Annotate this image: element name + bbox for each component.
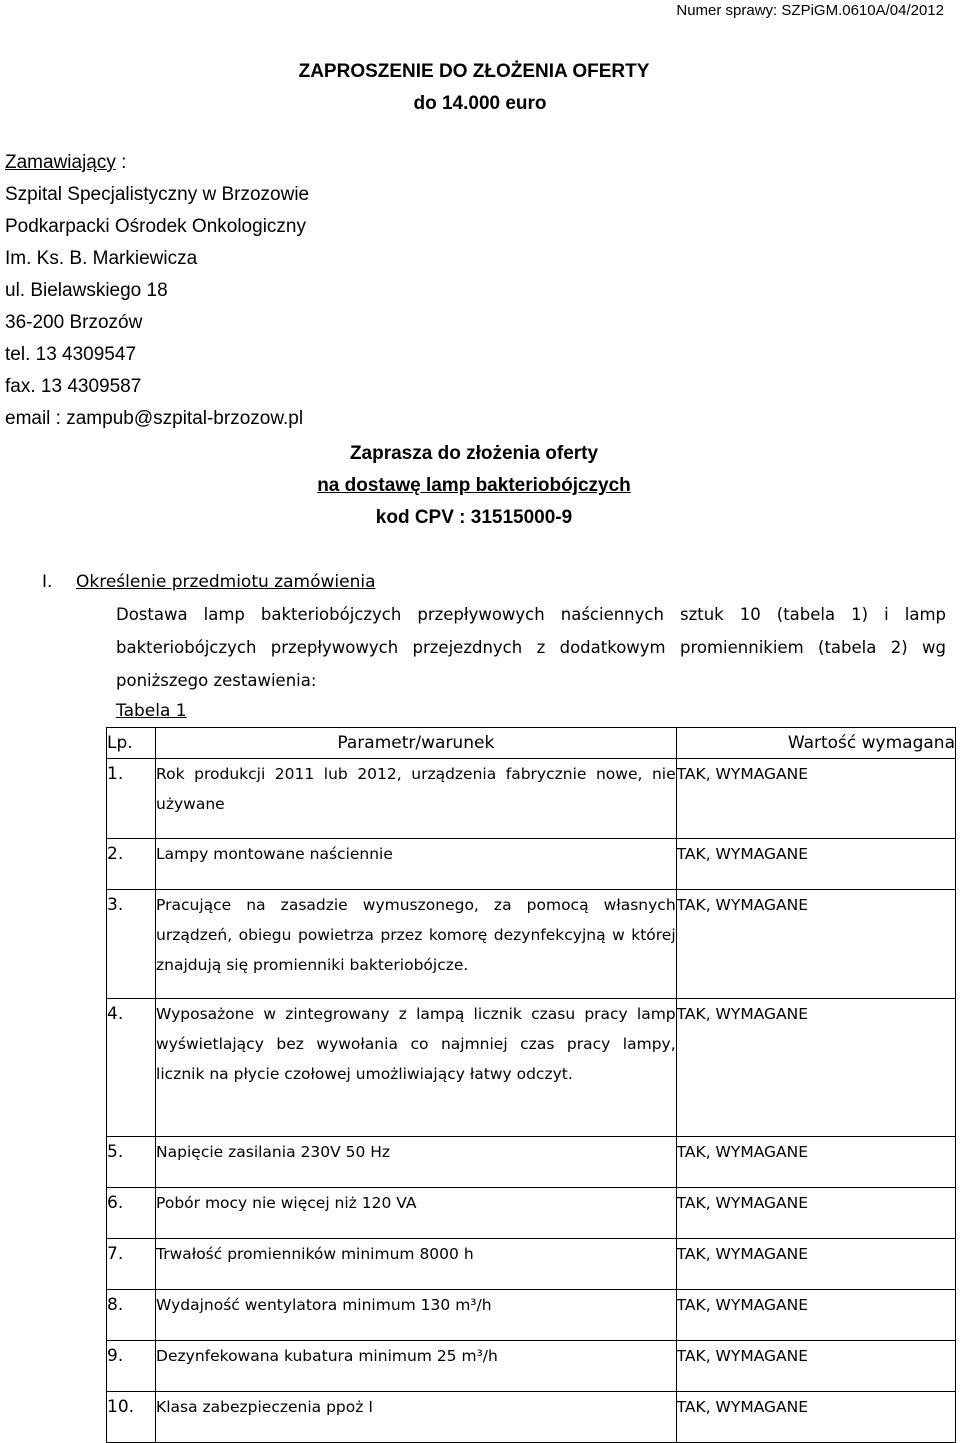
- table-row: [107, 1290, 956, 1341]
- section-heading: [42, 566, 375, 598]
- invitation-block: [0, 438, 960, 534]
- header-value: Wartość wymagana: [676, 728, 955, 759]
- row-lp: 8.: [107, 1290, 156, 1341]
- row-param: Pobór mocy nie więcej niż 120 VA: [156, 1188, 677, 1239]
- row-lp: 7.: [107, 1239, 156, 1290]
- orderer-line: fax. 13 4309587: [5, 376, 142, 397]
- orderer-line: ul. Bielawskiego 18: [5, 280, 168, 301]
- section-number: I.: [42, 572, 53, 592]
- table-row: [107, 1341, 956, 1392]
- invitation-line-2: na dostawę lamp bakteriobójczych: [317, 475, 631, 496]
- row-value: TAK, WYMAGANE: [676, 1341, 955, 1392]
- orderer-line: Im. Ks. B. Markiewicza: [5, 248, 198, 269]
- table-row: [107, 759, 956, 839]
- row-param: Dezynfekowana kubatura minimum 25 m³/h: [156, 1341, 677, 1392]
- row-param: Wydajność wentylatora minimum 130 m³/h: [156, 1290, 677, 1341]
- row-value: TAK, WYMAGANE: [676, 1239, 955, 1290]
- title-line-2: do 14.000 euro: [413, 93, 547, 114]
- row-value: TAK, WYMAGANE: [676, 1392, 955, 1443]
- header-param: Parametr/warunek: [156, 728, 677, 759]
- table-row: [107, 890, 956, 999]
- table-row: [107, 1392, 956, 1443]
- orderer-line: 36-200 Brzozów: [5, 312, 143, 333]
- row-param: Klasa zabezpieczenia ppoż I: [156, 1392, 677, 1443]
- row-value: TAK, WYMAGANE: [676, 999, 955, 1137]
- row-lp: 9.: [107, 1341, 156, 1392]
- row-lp: 10.: [107, 1392, 156, 1443]
- orderer-line: Szpital Specjalistyczny w Brzozowie: [5, 184, 310, 205]
- row-value: TAK, WYMAGANE: [676, 890, 955, 999]
- invitation-cpv: kod CPV : 31515000-9: [375, 507, 573, 528]
- row-value: TAK, WYMAGANE: [676, 839, 955, 890]
- row-lp: 3.: [107, 890, 156, 999]
- case-number: Numer sprawy: SZPiGM.0610A/04/2012: [676, 2, 944, 19]
- orderer-block: [5, 147, 309, 435]
- row-value: TAK, WYMAGANE: [676, 1290, 955, 1341]
- row-lp: 5.: [107, 1137, 156, 1188]
- header-lp: Lp.: [107, 728, 156, 759]
- section-title: Określenie przedmiotu zamówienia: [76, 572, 376, 592]
- row-lp: 1.: [107, 759, 156, 839]
- row-param: Pracujące na zasadzie wymuszonego, za pomocą własnych urządzeń, obiegu powietrza przez komorę dezynfekcyjną w której znajdują się promienniki bakteriobójcze.: [156, 890, 677, 999]
- row-param: Rok produkcji 2011 lub 2012, urządzenia fabrycznie nowe, nie używane: [156, 759, 677, 839]
- table-header-row: [107, 728, 956, 759]
- orderer-email: email : zampub@szpital-brzozow.pl: [5, 408, 304, 429]
- orderer-line: tel. 13 4309547: [5, 344, 137, 365]
- row-param: Napięcie zasilania 230V 50 Hz: [156, 1137, 677, 1188]
- spec-table: [106, 727, 956, 1443]
- table-title: Tabela 1: [116, 701, 187, 721]
- section-description: Dostawa lamp bakteriobójczych przepływowych naściennych sztuk 10 (tabela 1) i lamp bakteriobójczych przepływowych przejezdnych z dodatkowym promiennikiem (tabela 2) wg poniższego zestawienia:: [116, 605, 946, 690]
- invitation-line-1: Zaprasza do złożenia oferty: [349, 443, 599, 464]
- row-lp: 2.: [107, 839, 156, 890]
- table-row: [107, 1188, 956, 1239]
- row-param: Trwałość promienników minimum 8000 h: [156, 1239, 677, 1290]
- orderer-heading-suffix: :: [115, 152, 127, 173]
- table-row: [107, 1239, 956, 1290]
- orderer-line: Podkarpacki Ośrodek Onkologiczny: [5, 216, 306, 237]
- orderer-heading-line: [5, 147, 309, 179]
- row-lp: 6.: [107, 1188, 156, 1239]
- document-title: [0, 56, 960, 120]
- table-row: [107, 839, 956, 890]
- orderer-heading: Zamawiający: [5, 152, 116, 173]
- row-value: TAK, WYMAGANE: [676, 1188, 955, 1239]
- title-line-1: ZAPROSZENIE DO ZŁOŻENIA OFERTY: [298, 61, 650, 82]
- row-param: Wyposażone w zintegrowany z lampą licznik czasu pracy lamp wyświetlający bez wywołania co najmniej czas pracy lampy, licznik na płycie czołowej umożliwiający łatwy odczyt.: [156, 999, 677, 1137]
- table-row: [107, 1137, 956, 1188]
- row-value: TAK, WYMAGANE: [676, 759, 955, 839]
- row-value: TAK, WYMAGANE: [676, 1137, 955, 1188]
- row-param: Lampy montowane naściennie: [156, 839, 677, 890]
- row-lp: 4.: [107, 999, 156, 1137]
- table-row: [107, 999, 956, 1137]
